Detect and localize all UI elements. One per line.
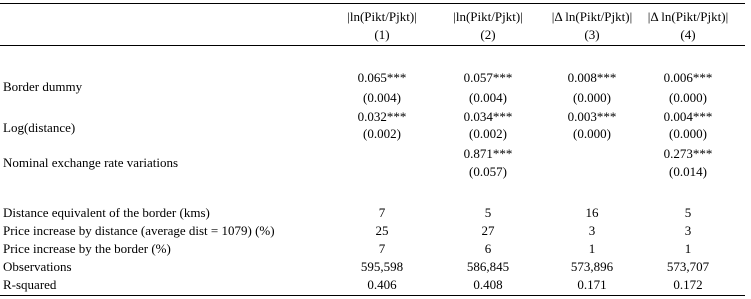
stat-value: 27 [481, 223, 495, 238]
coef-std-error: (0.004) [363, 90, 401, 105]
stat-value: 573,896 [570, 259, 614, 274]
stat-value: 595,598 [360, 259, 404, 274]
column-header-1-number: (1) [374, 27, 390, 42]
column-header-2-title: |ln(Pikt/Pjkt)| [453, 9, 523, 24]
stat-value: 7 [378, 205, 386, 220]
coef-std-error: (0.000) [669, 126, 707, 141]
coef-std-error: (0.014) [669, 164, 707, 179]
column-header-4-number: (4) [680, 27, 696, 42]
stat-value: 16 [585, 205, 599, 220]
coef-estimate: 0.273*** [663, 146, 713, 161]
coef-estimate: 0.008*** [567, 70, 617, 85]
coef-estimate: 0.034*** [463, 109, 513, 124]
coef-estimate: 0.004*** [663, 109, 713, 124]
header-rule [0, 45, 745, 46]
row-label-observations: Observations [3, 259, 72, 274]
row-label-price-increase-border: Price increase by the border (%) [3, 241, 171, 256]
column-header-3-title: |Δ ln(Pikt/Pjkt)| [551, 9, 633, 24]
row-label-price-increase-distance: Price increase by distance (average dist = 1079) (%) [3, 223, 275, 238]
column-header-4-title: |Δ ln(Pikt/Pjkt)| [647, 9, 729, 24]
coef-estimate: 0.065*** [357, 70, 407, 85]
row-label-distance-equivalent: Distance equivalent of the border (kms) [3, 205, 210, 220]
coef-estimate: 0.032*** [357, 109, 407, 124]
column-header-2-number: (2) [480, 27, 496, 42]
stat-value: 1 [588, 241, 596, 256]
stat-value: 0.172 [673, 277, 703, 292]
coef-std-error: (0.002) [363, 126, 401, 141]
stat-value: 7 [378, 241, 386, 256]
stat-value: 3 [684, 223, 692, 238]
coef-std-error: (0.000) [669, 90, 707, 105]
coef-std-error: (0.057) [469, 164, 507, 179]
coef-estimate: 0.057*** [463, 70, 513, 85]
stat-value: 5 [684, 205, 692, 220]
coef-std-error: (0.004) [469, 90, 507, 105]
stat-value: 0.171 [577, 277, 607, 292]
stat-value: 573,707 [666, 259, 710, 274]
column-header-1-title: |ln(Pikt/Pjkt)| [347, 9, 417, 24]
coef-std-error: (0.000) [573, 90, 611, 105]
top-rule [0, 3, 745, 4]
coef-estimate: 0.871*** [463, 146, 513, 161]
row-label-exchange-rate: Nominal exchange rate variations [3, 155, 179, 170]
row-label-r-squared: R-squared [3, 277, 57, 292]
stat-value: 5 [484, 205, 492, 220]
stat-value: 0.406 [367, 277, 397, 292]
stat-value: 0.408 [473, 277, 503, 292]
row-label-log-distance: Log(distance) [3, 120, 76, 135]
bottom-rule [0, 295, 745, 296]
coef-std-error: (0.002) [469, 126, 507, 141]
stat-value: 1 [684, 241, 692, 256]
stat-value: 6 [484, 241, 492, 256]
stat-value: 586,845 [466, 259, 510, 274]
coef-std-error: (0.000) [573, 126, 611, 141]
row-label-border-dummy: Border dummy [3, 79, 83, 94]
stat-value: 3 [588, 223, 596, 238]
coef-estimate: 0.006*** [663, 70, 713, 85]
coef-estimate: 0.003*** [567, 109, 617, 124]
column-header-3-number: (3) [584, 27, 600, 42]
stat-value: 25 [375, 223, 389, 238]
